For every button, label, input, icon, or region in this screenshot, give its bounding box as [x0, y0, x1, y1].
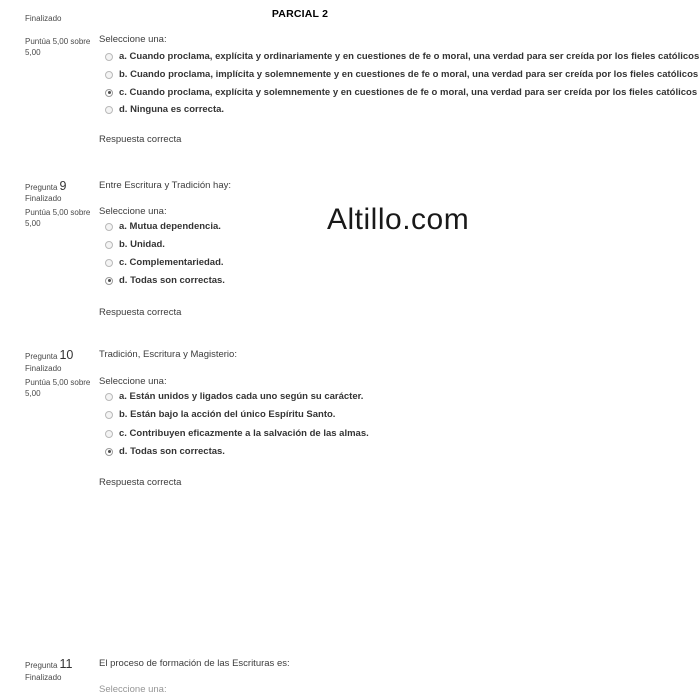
- select-prompt: Seleccione una:: [99, 34, 167, 45]
- question-number: Pregunta 11: [25, 657, 73, 671]
- question-grade: Puntúa 5,00 sobre 5,00: [25, 378, 91, 398]
- question-grade: Puntúa 5,00 sobre 5,00: [25, 208, 91, 228]
- page-title: PARCIAL 2: [271, 8, 329, 20]
- answer-option-d[interactable]: [105, 104, 224, 115]
- answer-option-label: c. Cuando proclama, explícita y solemnemente y en cuestiones de fe o moral, una verdad para ser creída por los fieles católicos: [119, 87, 698, 98]
- radio-button[interactable]: [105, 241, 113, 249]
- question-number: Pregunta 10: [25, 348, 74, 362]
- answer-option-label: d. Todas son correctas.: [119, 275, 225, 286]
- answer-option-b[interactable]: [105, 239, 165, 250]
- answer-option-label: b. Cuando proclama, implícita y solemnemente y en cuestiones de fe o moral, una verdad para ser creída por los fieles católicos: [119, 69, 699, 80]
- answer-option-c[interactable]: [105, 257, 224, 268]
- radio-button[interactable]: [105, 53, 113, 61]
- select-prompt: Seleccione una:: [99, 206, 167, 217]
- answer-option-d[interactable]: [105, 275, 225, 286]
- answer-option-a[interactable]: [105, 221, 221, 232]
- radio-button[interactable]: [105, 71, 113, 79]
- question-block-8: [0, 0, 700, 160]
- watermark: Altillo.com: [327, 203, 470, 236]
- question-status: Finalizado: [25, 14, 62, 23]
- radio-button[interactable]: [105, 89, 113, 97]
- question-status: Finalizado: [25, 673, 62, 682]
- answer-option-c[interactable]: [105, 87, 697, 98]
- radio-button[interactable]: [105, 277, 113, 285]
- answer-option-label: a. Están unidos y ligados cada uno según su carácter.: [119, 391, 364, 402]
- answer-option-label: d. Ninguna es correcta.: [119, 104, 225, 115]
- answer-option-label: b. Unidad.: [119, 239, 165, 250]
- radio-button[interactable]: [105, 106, 113, 114]
- answer-option-label: c. Complementariedad.: [119, 257, 224, 268]
- feedback-text: Respuesta correcta: [99, 134, 182, 145]
- feedback-text: Respuesta correcta: [99, 307, 182, 318]
- answer-option-label: b. Están bajo la acción del único Espíritu Santo.: [119, 409, 336, 420]
- radio-button[interactable]: [105, 411, 113, 419]
- answer-option-label: a. Mutua dependencia.: [119, 221, 221, 232]
- select-prompt: Seleccione una:: [99, 376, 167, 387]
- radio-button[interactable]: [105, 259, 113, 267]
- feedback-text: Respuesta correcta: [99, 477, 182, 488]
- question-text: Entre Escritura y Tradición hay:: [99, 180, 231, 191]
- answer-option-b[interactable]: [105, 69, 698, 80]
- answer-option-label: c. Contribuyen eficazmente a la salvación de las almas.: [119, 428, 369, 439]
- question-block-9: [0, 179, 700, 324]
- question-status: Finalizado: [25, 194, 62, 203]
- question-status: Finalizado: [25, 364, 62, 373]
- answer-option-b[interactable]: [105, 409, 335, 420]
- question-block-10: [0, 348, 700, 494]
- question-block-11: [0, 657, 700, 695]
- question-text: Tradición, Escritura y Magisterio:: [99, 349, 237, 360]
- question-grade: Puntúa 5,00 sobre 5,00: [25, 37, 91, 57]
- answer-option-label: a. Cuando proclama, explícita y ordinariamente y en cuestiones de fe o moral, una verdad para ser creída por los fieles católicos: [119, 51, 700, 62]
- radio-button[interactable]: [105, 223, 113, 231]
- answer-option-d[interactable]: [105, 446, 225, 457]
- radio-button[interactable]: [105, 393, 113, 401]
- question-number: Pregunta 9: [25, 179, 67, 193]
- question-text: El proceso de formación de las Escrituras es:: [99, 658, 290, 669]
- answer-option-label: d. Todas son correctas.: [119, 446, 225, 457]
- select-prompt: Seleccione una:: [99, 684, 167, 695]
- answer-option-a[interactable]: [105, 391, 363, 402]
- radio-button[interactable]: [105, 430, 113, 438]
- answer-option-c[interactable]: [105, 428, 369, 439]
- radio-button[interactable]: [105, 448, 113, 456]
- answer-option-a[interactable]: [105, 51, 699, 62]
